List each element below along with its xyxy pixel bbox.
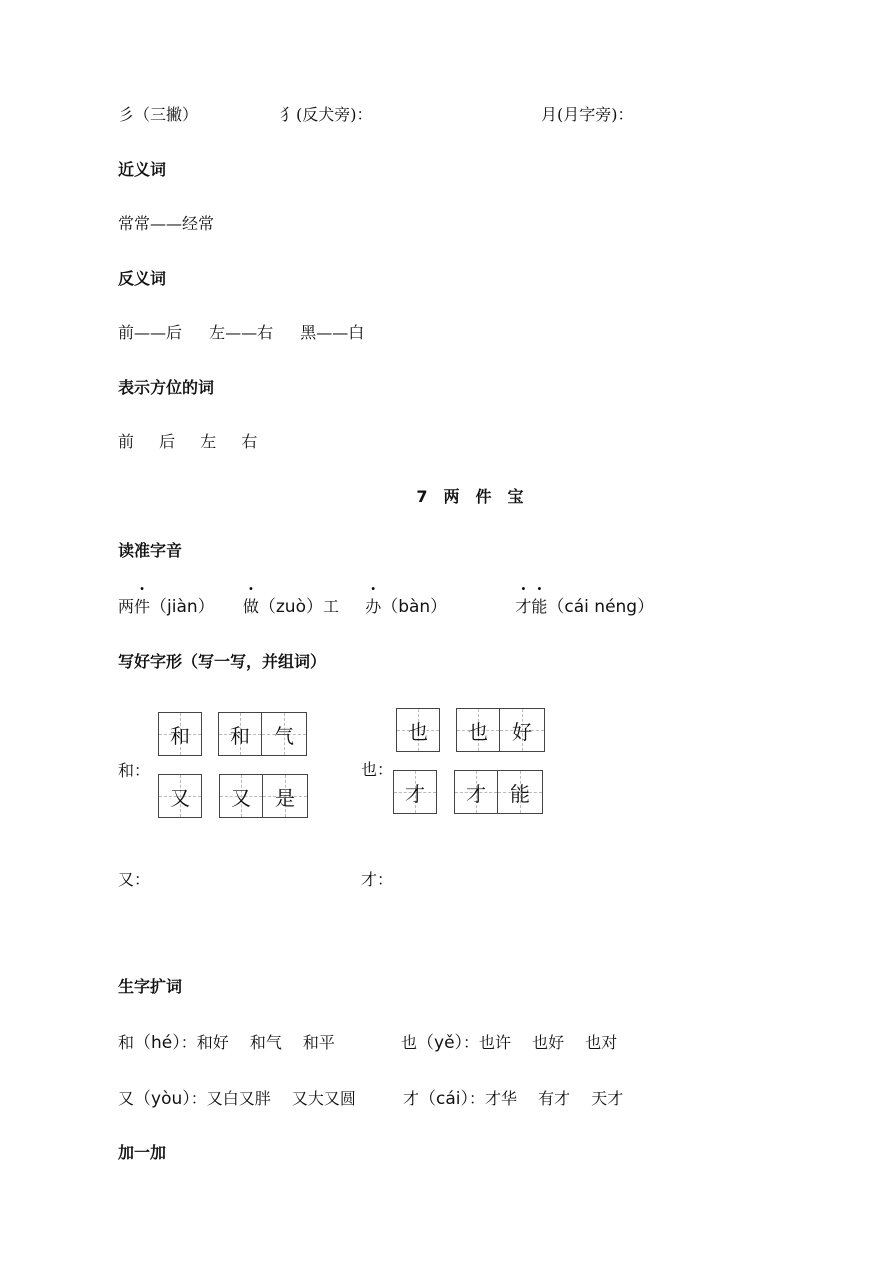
synonyms-line: 常常——经常	[118, 214, 215, 233]
label-he: 和：	[118, 761, 151, 780]
pron-pinyin: （zuò）	[258, 597, 323, 617]
direction-word: 左	[200, 432, 217, 451]
grid-ye-single	[396, 708, 440, 752]
label-you: 又：	[118, 870, 151, 889]
expand-words: ：才华 有才 天才	[469, 1089, 624, 1108]
lesson-title: 7 两 件 宝	[416, 487, 524, 506]
expand-pinyin: （yě）	[417, 1033, 464, 1053]
grid-cell	[158, 712, 202, 756]
pron-text: 两	[118, 597, 135, 616]
pron-dotted-char: 才	[515, 597, 532, 616]
expand-char: 才	[403, 1089, 420, 1108]
expand-heading: 生字扩词	[118, 977, 183, 996]
synonyms-heading: 近义词	[118, 160, 167, 179]
expand-row-cai	[403, 1084, 623, 1109]
radical-yue: 月(月字旁)：	[541, 105, 634, 124]
antonym-pair: 前——后	[118, 323, 183, 342]
grid-cell	[456, 708, 500, 752]
grid-ye-word	[456, 708, 545, 752]
pron-dotted-char: 能	[531, 597, 548, 616]
pron-dotted-char: 做	[242, 597, 259, 616]
grid-char: 才	[466, 781, 486, 806]
antonyms-line	[118, 320, 364, 343]
radical-fanquan: 犭(反犬旁)：	[280, 105, 373, 124]
writing-heading: 写好字形（写一写，并组词）	[118, 652, 327, 671]
direction-words	[118, 429, 257, 452]
radical-sanpie: 彡（三撇）	[118, 105, 199, 124]
grid-cell	[393, 770, 437, 814]
grid-cell	[262, 712, 307, 756]
grid-cai-single	[393, 770, 437, 814]
expand-pinyin: （cái）	[419, 1089, 470, 1109]
pronunciation-line	[118, 592, 654, 617]
grid-char: 又	[170, 785, 190, 810]
grid-char: 好	[512, 719, 532, 744]
pron-pinyin: （cái néng）	[547, 597, 655, 617]
expand-pinyin: （yòu）	[134, 1089, 191, 1109]
grid-char: 气	[274, 723, 294, 748]
grid-char: 是	[275, 785, 295, 810]
expand-char: 也	[401, 1033, 418, 1052]
expand-row-ye	[401, 1028, 617, 1053]
pronunciation-heading: 读准字音	[118, 541, 183, 560]
grid-cell	[500, 708, 545, 752]
label-cai: 才：	[361, 870, 394, 889]
antonyms-heading: 反义词	[118, 269, 167, 288]
expand-char: 又	[118, 1089, 135, 1108]
grid-you-single	[158, 774, 202, 818]
grid-cai-word	[454, 770, 543, 814]
pron-pinyin: （bàn）	[381, 597, 448, 617]
grid-cell	[158, 774, 202, 818]
expand-pinyin: （hé）	[134, 1033, 181, 1053]
grid-char: 才	[405, 781, 425, 806]
antonym-pair: 黑——白	[300, 323, 365, 342]
grid-char: 也	[468, 719, 488, 744]
add-heading: 加一加	[118, 1143, 167, 1162]
expand-words: ：又白又胖 又大又圆	[190, 1089, 356, 1108]
antonym-pair: 左——右	[209, 323, 274, 342]
grid-cell	[498, 770, 543, 814]
direction-word: 右	[241, 432, 258, 451]
pron-dotted-char	[515, 597, 547, 616]
expand-row-you	[118, 1084, 356, 1109]
expand-row-he	[118, 1028, 335, 1053]
expand-char: 和	[118, 1033, 135, 1052]
grid-char: 和	[170, 723, 190, 748]
grid-char: 也	[408, 719, 428, 744]
grid-char: 能	[510, 781, 530, 806]
grid-cell	[218, 712, 262, 756]
pron-pinyin: （jiàn）	[150, 597, 215, 617]
pron-text: 工	[322, 597, 339, 616]
grid-cell	[454, 770, 498, 814]
grid-char: 和	[230, 723, 250, 748]
direction-word: 前	[118, 432, 135, 451]
direction-heading: 表示方位的词	[118, 378, 215, 397]
expand-words: ：和好 和气 和平	[180, 1033, 335, 1052]
expand-words: ：也许 也好 也对	[463, 1033, 618, 1052]
label-ye: 也：	[361, 760, 394, 779]
pron-dotted-char: 办	[365, 597, 382, 616]
direction-word: 后	[159, 432, 176, 451]
grid-he-word	[218, 712, 307, 756]
grid-char: 又	[231, 785, 251, 810]
grid-you-word	[219, 774, 308, 818]
grid-cell	[263, 774, 308, 818]
grid-he-single	[158, 712, 202, 756]
grid-cell	[219, 774, 263, 818]
pron-dotted-char: 件	[134, 597, 151, 616]
grid-cell	[396, 708, 440, 752]
